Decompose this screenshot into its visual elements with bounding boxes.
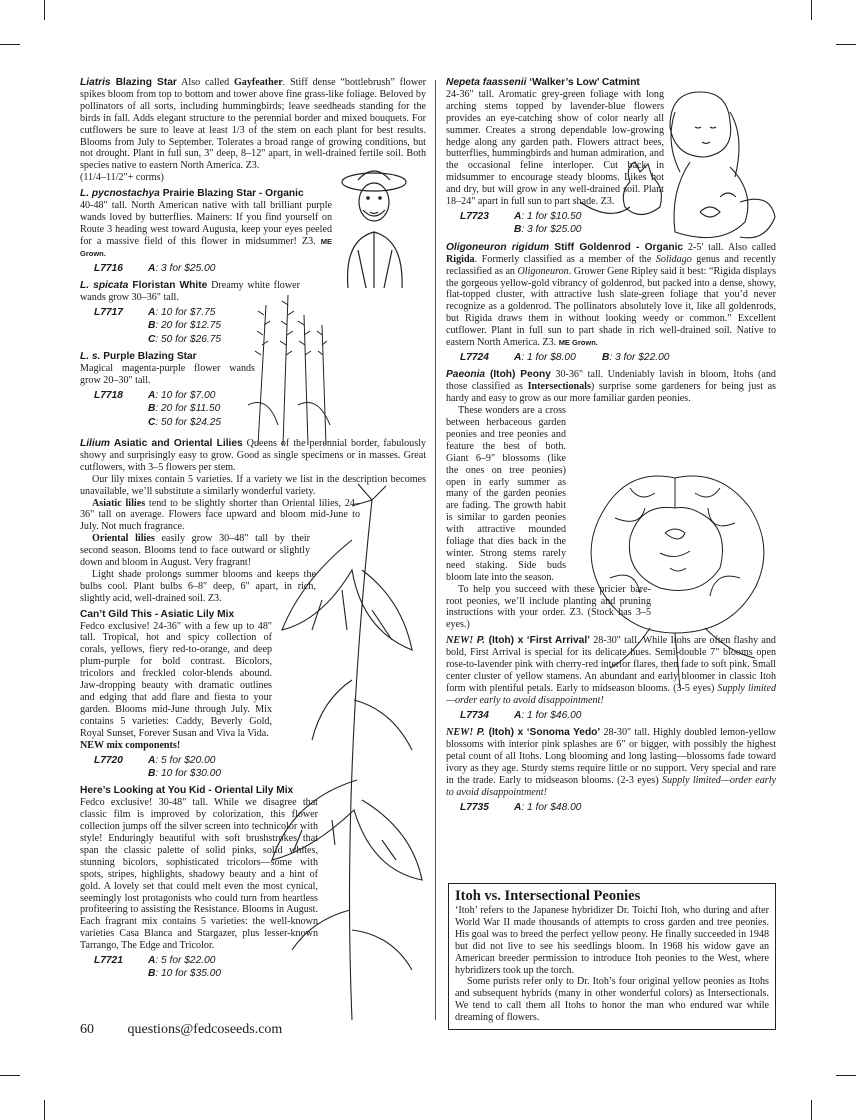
price-option [148, 320, 227, 331]
price-option [602, 352, 675, 363]
option-letter: A [148, 754, 156, 766]
peony-illustration [570, 448, 780, 688]
option-letter: B [602, 351, 610, 363]
paeonia-p2: These wonders are a cross between herbaceous garden peonies and tree peonies and feature the best of both. Giant 6–9" blossoms (like the ones on tree peonies) open in early summer as many of the garden peonies are fading. The growth habit is similar to garden peonies with attractive mounded foliage that dies back in the winter. Strong stems rarely need staking. Side buds bloom late into the season. [446, 405, 566, 583]
price-row [94, 334, 227, 345]
supply-limited: Supply limited—order early to avoid disappointment! [446, 774, 776, 798]
nepeta-species: Nepeta faassenii [446, 77, 527, 88]
gild-heading: Can’t Gild This - Asiatic Lily Mix [80, 608, 235, 620]
itoh-sidebar-box [448, 883, 776, 1030]
option-price: : 1 for $46.00 [521, 709, 582, 721]
price-option [148, 263, 221, 274]
sonoma-text: 28-30" tall. Highly doubled lemon-yellow blossoms with interior pink splashes are 6" or bigger, with possibly the highest petal count of all Itohs. Long blooming and long lasting—blossoms fade toward ivory as they age. Sturdy stems require little or no support. Very special and rare in the trade. Early to midseason blooms. (2-3 eyes) [446, 727, 777, 786]
price-option [148, 390, 227, 401]
option-letter: A [148, 262, 156, 274]
paeonia-text-a: 30-36" tall. Undeniably lavish in bloom, Itohs (and those classified as [446, 369, 776, 393]
option-letter: A [514, 709, 522, 721]
crop-mark [811, 1100, 812, 1120]
option-price: : 5 for $22.00 [155, 955, 216, 967]
paeonia-heading [446, 369, 551, 380]
item-code: L7716 [94, 262, 123, 274]
purple-entry [80, 351, 255, 430]
sidebar-p1: ‘Itoh’ refers to the Japanese hybridizer Dr. Toichi Itoh, who during and after World War II made thousands of attempts to cross garden and tree peonies. His goal was to breed the perfect yellow peony. He finally succeeded in 1948 but did not live to see his seedlings bloom. In 1968 his widow gave an American breeder permission to introduce Itoh peonies to the West, where hybridizers took up the torch. [455, 905, 769, 976]
price-option [148, 334, 227, 345]
first-arrival-heading [446, 635, 590, 646]
paeonia-name: (Itoh) Peony [489, 369, 551, 381]
crop-mark [836, 44, 856, 45]
item-code [94, 334, 146, 345]
item-code [94, 768, 146, 779]
price-row [94, 955, 227, 966]
crop-mark [0, 44, 20, 45]
price-row [94, 968, 227, 979]
me-grown-tag: ME Grown. [558, 338, 598, 348]
item-code: L7721 [94, 955, 123, 967]
price-row [94, 307, 227, 318]
price-table [92, 305, 229, 347]
price-table [92, 388, 229, 430]
option-letter: A [514, 801, 522, 813]
option-price: : 10 for $7.75 [155, 306, 216, 318]
price-option [148, 403, 227, 414]
oligo-text-b: . Formerly classified as a member of the [474, 253, 656, 265]
option-letter: B [148, 320, 156, 332]
price-row [460, 211, 587, 222]
option-price: : 50 for $24.25 [155, 416, 222, 428]
price-row [94, 403, 227, 414]
item-code [460, 224, 512, 235]
price-option [148, 755, 227, 766]
option-price: : 10 for $30.00 [155, 767, 222, 779]
spicata-heading [80, 280, 207, 291]
price-row [94, 320, 227, 331]
item-code: L7734 [460, 709, 489, 721]
option-letter: A [148, 955, 156, 967]
lilium-heading [80, 438, 243, 449]
option-price: : 10 for $35.00 [155, 968, 222, 980]
purple-text: Magical magenta-purple flower wands grow 20–30" tall. [80, 362, 255, 386]
price-table [92, 753, 229, 782]
lilium-name: Asiatic and Oriental Lilies [113, 437, 243, 449]
footer-email: questions@fedcoseeds.com [127, 1022, 283, 1037]
gild-entry [80, 609, 272, 782]
price-option [148, 955, 227, 966]
option-letter: B [148, 767, 156, 779]
option-letter: A [148, 306, 156, 318]
liatris-corms: (11/4–11/2"+ corms) [80, 172, 164, 184]
item-code: L7720 [94, 754, 123, 766]
asiatic-label: Asiatic lilies [92, 497, 146, 509]
price-row [94, 755, 227, 766]
purple-species: L. s. [80, 351, 101, 363]
option-price: : 5 for $20.00 [155, 754, 216, 766]
column-divider [435, 80, 436, 1020]
item-code [94, 417, 146, 428]
item-code [94, 968, 146, 979]
liatris-flower-illustration [238, 285, 338, 445]
crop-mark [44, 1100, 45, 1120]
sonoma-genus: P. [476, 727, 486, 739]
liatris-text-b: . Stiff dense “bottlebrush” flower spikes bloom from top to bottom and tower above fine grass-like foliage. Beloved by pollinators of all sorts, including hummingbirds; leave seedheads standing for the birds in fall. Adds elegant structure to the perennial border and mixed bouquets. For cutflowers be sure to leave at least 1/3 of the stem on each plant for best results. Blooms from July to September. Tolerates a broad range of growing conditions, but not drought. Plant in full sun, 3" deep, 8–12" apart, in well-drained fertile soil. Both species native to eastern North America. Z3. [80, 77, 426, 172]
price-option [148, 768, 227, 779]
new-flag: NEW! [446, 635, 474, 647]
price-option [148, 417, 227, 428]
price-row [460, 352, 675, 363]
sidebar-title: Itoh vs. Intersectional Peonies [455, 888, 641, 904]
gild-text: Fedco exclusive! 24-36" with a few up to 48" tall. Tropical, hot and spicy collection of corals, yellows, fiery red-to-orange, and deep plum-purple for bold contrast. Bicolors, tricolors and freckled color-blends abound. Jaw-dropping beauty with dramatic outlines and edging that add flare and fiesta to your garden. Blooms mid-June through July. Mix contains 5 varieties: Caddy, Beverly Gold, Royal Sunset, Forever Susan and Viva la Vida. [80, 620, 272, 739]
option-price: : 3 for $25.00 [521, 224, 582, 236]
oligo-rigida: Rigida [446, 253, 475, 265]
option-price: : 1 for $10.50 [521, 210, 582, 222]
pycnostachya-species: L. pycnostachya [80, 188, 160, 200]
farmer-illustration [318, 160, 428, 288]
new-flag: NEW! [446, 727, 474, 739]
oligo-solidago: Solidago [655, 253, 692, 265]
pycnostachya-text: 40-48" tall. North American native with tall brilliant purple wands loved by butterflies. Mainers: If you find yourself on Route 3 heading west toward Augusta, keep your eyes peeled for a massive field of this flower in midsummer! Z3. [80, 200, 332, 247]
oligo-oligoneuron: Oligoneuron [517, 265, 569, 277]
price-row [94, 768, 227, 779]
option-letter: B [514, 224, 522, 236]
woman-cat-illustration [570, 82, 780, 252]
item-code: L7723 [460, 210, 489, 222]
purple-name: Purple Blazing Star [103, 351, 197, 363]
paeonia-intersectionals: Intersectionals [527, 381, 591, 393]
lilium-text: Queens of the perennial border, fabulously showy and surprisingly easy to grow. Good as single specimens or in masses. Great cutflowers, with 3–5 flowers per stem. [80, 437, 427, 473]
price-row [94, 263, 221, 274]
price-option [514, 710, 587, 721]
price-row [94, 390, 227, 401]
spicata-species: L. spicata [80, 280, 129, 291]
spicata-name: Floristan White [132, 280, 208, 291]
liatris-name: Blazing Star [115, 77, 177, 88]
item-code [94, 320, 146, 331]
option-letter: B [148, 968, 156, 980]
option-price: : 20 for $12.75 [155, 320, 222, 332]
asiatic-text: tend to be slightly shorter than Oriental lilies, 24–36" tall on average. Flowers face upward and bloom mid-June to July. Not much fragrance. [80, 497, 360, 533]
item-code: L7735 [460, 801, 489, 813]
price-table [458, 708, 589, 723]
option-letter: A [514, 351, 522, 363]
option-letter: A [514, 210, 522, 222]
price-row [94, 417, 227, 428]
sonoma-entry [446, 727, 776, 815]
lily-illustration [262, 480, 432, 1020]
price-row [460, 710, 587, 721]
option-price: : 3 for $22.00 [609, 351, 670, 363]
first-arrival-genus: P. [476, 635, 486, 647]
item-code: L7724 [460, 351, 489, 363]
kid-heading: Here’s Looking at You Kid - Oriental Lily Mix [80, 785, 294, 797]
option-letter: A [148, 389, 156, 401]
pycnostachya-name: Prairie Blazing Star - Organic [162, 188, 304, 200]
crop-mark [836, 1075, 856, 1076]
option-price: : 1 for $8.00 [521, 351, 576, 363]
footer [80, 1022, 282, 1038]
liatris-gayfeather: Gayfeather [233, 77, 283, 88]
spicata-text: Dreamy white flower wands grow 30–36" tall. [80, 280, 300, 303]
liatris-text-a: Also called [176, 77, 234, 88]
option-letter: C [148, 416, 156, 428]
price-table [458, 350, 677, 365]
kid-text: Fedco exclusive! 30-48" tall. While we disagree that classic film is improved by colorization, this flower collection jumps off the silver screen into technicolor with style! Enduringly beautiful with soft brushstrokes that span the classic palette of solid pinks, solid whites, stunning bicolors, sophisticated tricolors—some with spots, stripes, highlights, shadowy beauty and a hint of gold. A lovely set that could melt even the most cynical, seemingly lost protagonists who could turn from heartless profiteering to assisting the Resistance. Blooms in August. Each fragrant mix contains 5 varieties: the well-known varieties Casa Blanca and Stargazer, plus lesser-known Tarrango, The Edge and Tricolor. [80, 797, 318, 952]
oligo-text-a: 2-5' tall. Also called [683, 241, 776, 253]
lilium-p2: Our lily mixes contain 5 varieties. If a variety we list in the description becomes unavailable, we’ll substitute a similarly wonderful variety. [80, 473, 426, 497]
crop-mark [811, 0, 812, 20]
sonoma-name: (Itoh) x ‘Sonoma Yedo’ [488, 727, 601, 739]
item-code: L7718 [94, 389, 123, 401]
crop-mark [0, 1075, 20, 1076]
liatris-genus: Liatris [80, 77, 111, 88]
option-price: : 3 for $25.00 [155, 262, 216, 274]
supply-limited: Supply limited—order early to avoid disappointment! [446, 682, 777, 706]
pycnostachya-entry [80, 188, 332, 276]
oligo-species: Oligoneuron rigidum [446, 241, 550, 253]
paeonia-p3: To help you succeed with these pricier bare-root peonies, we’ll include planting and pruning instructions with your order. Z3. (Stock has 3–5 eyes.) [446, 583, 651, 631]
pycnostachya-heading [80, 188, 304, 199]
nepeta-text: 24-36" tall. Aromatic grey-green foliage with long arching stems topped by lavender-blue flowers provides an eye-catching show of color nearly all summer. Creates a strong dependable low-growing hedge along any garden path. Flowers attract bees, butterflies, hummingbirds and human admiration, and the occasional feline interloper. Cut back in midsummer to encourage steady blooms. Likes hot and dry, but will grow in any well-drained soil. Plant 18–24" apart in full sun to part shade. Z3. [446, 88, 664, 208]
me-grown-tag: ME Grown. [80, 236, 333, 258]
option-price: : 1 for $48.00 [521, 801, 582, 813]
oriental-text: easily grow 30–48" tall by their second season. Blooms tend to face outward or slightly down and bloom in August. Very fragrant! [80, 533, 310, 569]
option-price: : 10 for $7.00 [155, 389, 216, 401]
oligo-name: Stiff Goldenrod - Organic [554, 241, 684, 253]
price-row [460, 802, 587, 813]
price-option [148, 968, 227, 979]
purple-heading [80, 351, 197, 362]
oriental-label: Oriental lilies [92, 533, 155, 545]
option-letter: C [148, 333, 156, 345]
sonoma-heading [446, 727, 600, 738]
price-option [514, 802, 587, 813]
paeonia-genus: Paeonia [446, 369, 486, 381]
item-code [94, 403, 146, 414]
sidebar-p2: Some purists refer only to Dr. Itoh’s four original yellow peonies as Itohs and subsequent hybrids (many in other wonderful colors) as Intersectionals. We tend to call them all Itohs to honor the man who endured war while dreaming of flowers. [455, 976, 769, 1024]
oligo-text-c: genus and recently reclassified as an [446, 253, 777, 277]
liatris-heading [80, 77, 177, 88]
option-price: : 20 for $11.50 [155, 403, 221, 415]
price-table [92, 953, 229, 982]
first-arrival-text: 28-30" tall. While Itohs are often flashy and bold, First Arrival is special for its delicate hues. Semi-double 7" blooms open rose-to-lavender pink with cherry-red interior flares, then fade to soft pink. Small center cluster of yellow stamens. An abundant and early bloomer in classic Itoh form with plentiful petals. Early to midseason blooms. (3-5 eyes) [446, 635, 776, 694]
price-table [458, 800, 589, 815]
item-code: L7717 [94, 306, 123, 318]
first-arrival-name: (Itoh) x ‘First Arrival’ [488, 635, 590, 647]
price-table [92, 261, 223, 276]
new-components: NEW mix components! [80, 739, 181, 751]
nepeta-name: ‘Walker’s Low’ Catmint [529, 77, 640, 88]
oligo-entry [446, 242, 776, 366]
option-letter: B [148, 403, 156, 415]
oligo-text-d: . Grower Gene Ripley said it best: “Rigida displays the gorgeous yellow-gold vibrancy of goldenrod, but packed into a dense, showy, flat-topped cluster, with attractive lush slate-green foliage that you’d never recognize as a goldenrod. The pollinators absolutely love it, like all goldenrods, but Rigida draws them in without looking weedy or common.” Excellent cutflower. Plant in full sun to part shade in rich well-drained soil. Native to eastern North America. Z3. [446, 265, 777, 349]
option-price: : 50 for $26.75 [155, 333, 222, 345]
page-number: 60 [80, 1022, 94, 1037]
paeonia-text-b: ) surprise some gardeners for being just as hardy and easy to grow as our more familiar garden peonies. [446, 381, 776, 405]
crop-mark [44, 0, 45, 20]
lilium-genus: Lilium [80, 437, 110, 449]
lilium-p5: Light shade prolongs summer blooms and keeps the bulbs cool. Plant bulbs 6–8" deep, 6" apart, in rich, slightly acid, well-drained soil. Z3. [80, 568, 316, 604]
price-option [148, 307, 227, 318]
price-option [514, 352, 600, 363]
price-row [460, 224, 587, 235]
